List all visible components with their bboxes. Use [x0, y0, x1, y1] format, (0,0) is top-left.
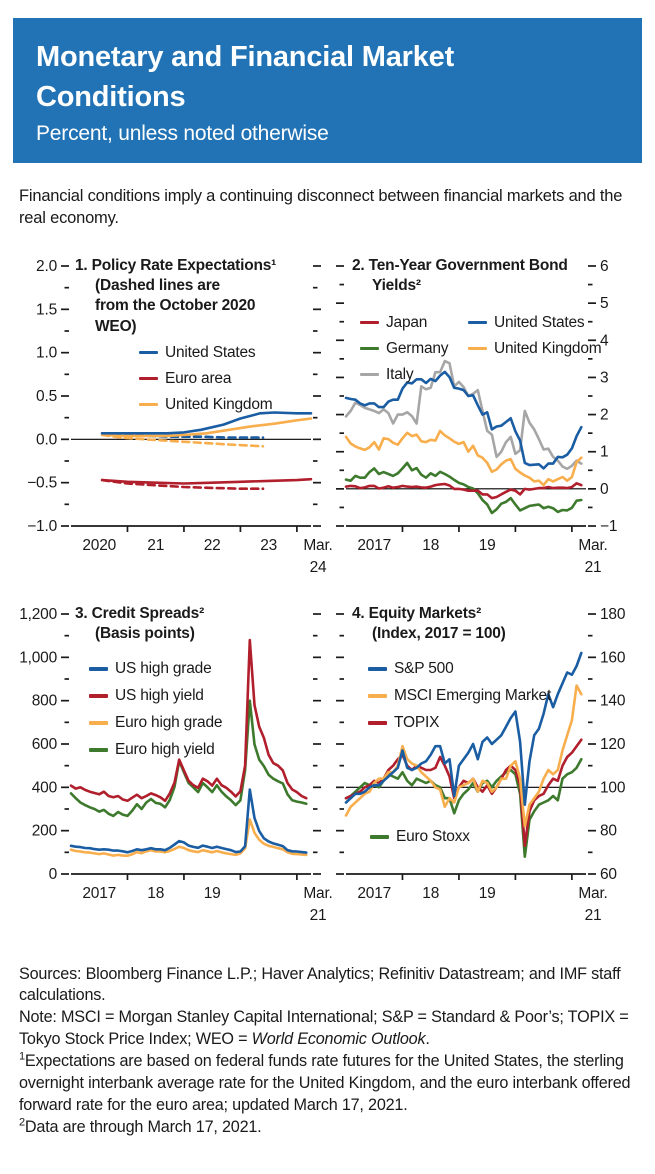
- x-axis-ticks: [82, 526, 332, 576]
- x-end-label-year: 21: [309, 906, 327, 924]
- legend-item-euro-stoxx: [370, 824, 470, 851]
- series-line-euro-area: [102, 479, 311, 483]
- legend-item-italy: [360, 362, 448, 388]
- panel-title-3: [75, 604, 204, 645]
- y-tick-label: 600: [31, 735, 57, 753]
- footnote-2: [19, 1117, 636, 1139]
- intro-text: Financial conditions imply a continuing disconnect between financial markets and the real economy.: [19, 187, 623, 227]
- legend-swatch: [368, 721, 387, 725]
- panel-ten-year-government-bond-yields: [330, 254, 642, 576]
- legend-swatch: [89, 667, 108, 671]
- y-tick-label: −1.0: [27, 517, 57, 535]
- panel-title-4: [352, 604, 506, 645]
- panel-title-line: (Index, 2017 = 100): [372, 625, 506, 643]
- x-end-label-year: 21: [584, 558, 602, 576]
- legend-swatch: [368, 667, 387, 671]
- y-tick-label: 0.5: [36, 387, 57, 405]
- legend-label: S&P 500: [394, 660, 454, 678]
- x-tick-label: 2017: [357, 884, 392, 902]
- legend-swatch: [360, 321, 379, 325]
- panel-credit-spreads: [13, 602, 333, 924]
- y-tick-label: 4: [600, 331, 609, 349]
- legend-label: Germany: [386, 339, 449, 357]
- legend-label: United Kingdom: [165, 395, 273, 413]
- legend-label: US high yield: [115, 687, 204, 705]
- note-suffix: .: [425, 1030, 430, 1049]
- panel-title-1: [75, 256, 276, 338]
- chart-svg-2: [330, 254, 642, 576]
- y-tick-label: −1: [600, 517, 618, 535]
- x-tick-label: 22: [203, 536, 221, 554]
- abbreviations-note: [19, 1007, 636, 1051]
- y-tick-label: 60: [600, 865, 617, 883]
- y-tick-label: 180: [600, 605, 626, 623]
- footnote-1: [19, 1051, 636, 1117]
- legend: [370, 824, 470, 851]
- panel-equity-markets: [330, 602, 642, 924]
- panel-title-line: Yields²: [372, 277, 421, 295]
- legend: [368, 656, 551, 737]
- legend-item-euro-high-grade: [89, 710, 222, 737]
- legend-swatch: [139, 403, 158, 407]
- y-tick-label: −0.5: [27, 474, 57, 492]
- y-tick-label: 120: [600, 735, 626, 753]
- y-tick-label: 1.0: [36, 344, 57, 362]
- legend-item-united-states: [139, 340, 273, 366]
- charts-grid: [13, 254, 642, 924]
- y-tick-label: 0.0: [36, 430, 57, 448]
- note-italic: World Economic Outlook: [251, 1030, 426, 1049]
- y-tick-label: 1,000: [19, 648, 57, 666]
- x-tick-label: 19: [203, 884, 221, 902]
- legend-swatch: [368, 694, 387, 698]
- panel-title-line: (Dashed lines are: [95, 277, 220, 295]
- series-lines: [102, 412, 311, 488]
- x-end-label: Mar.: [578, 884, 608, 902]
- legend: [360, 310, 448, 388]
- x-tick-label: 18: [422, 884, 440, 902]
- y-tick-label: 200: [31, 822, 57, 840]
- legend-item-s-p-500: [368, 656, 551, 683]
- legend-item-euro-high-yield: [89, 737, 222, 764]
- note-prefix: Note: MSCI = Morgan Stanley Capital International; S&P = Standard & Poor’s; TOPIX = Tokyo Stock Price Index; WEO =: [19, 1008, 629, 1049]
- y-tick-label: 2: [600, 406, 609, 424]
- sources-note: [19, 964, 636, 1008]
- y-tick-label: 1.5: [36, 300, 57, 318]
- x-tick-label: 23: [260, 536, 278, 554]
- legend-swatch: [360, 347, 379, 351]
- x-end-label: Mar.: [578, 536, 608, 554]
- x-tick-label: 19: [478, 536, 496, 554]
- legend-swatch: [468, 347, 487, 351]
- legend-label: Euro Stoxx: [396, 828, 470, 846]
- legend-label: MSCI Emerging Market: [394, 687, 552, 705]
- x-tick-label: 21: [147, 536, 165, 554]
- y-tick-label: 1: [600, 443, 609, 461]
- x-end-label: Mar.: [303, 536, 333, 554]
- x-tick-label: 2017: [82, 884, 117, 902]
- legend-swatch: [89, 748, 108, 752]
- legend-swatch: [360, 373, 379, 377]
- legend-item-united-kingdom: [468, 336, 602, 362]
- panel-title-line: WEO): [95, 317, 137, 335]
- panel-title-line: from the October 2020: [95, 297, 256, 315]
- legend-swatch: [139, 377, 158, 381]
- legend-swatch: [89, 694, 108, 698]
- y-tick-label: 100: [600, 778, 626, 796]
- panel-title-line: 2. Ten-Year Government Bond: [352, 256, 568, 274]
- x-end-label-year: 21: [584, 906, 602, 924]
- legend-swatch: [89, 721, 108, 725]
- sources-text: Sources: Bloomberg Finance L.P.; Haver Analytics; Refinitiv Datastream; and IMF staff calculations.: [19, 964, 621, 1005]
- footnote-2-text: Data are through March 17, 2021.: [24, 1117, 262, 1136]
- y-tick-label: 6: [600, 257, 609, 275]
- figure-header: [13, 18, 642, 163]
- legend-label: Euro high grade: [115, 714, 223, 732]
- x-tick-label: 18: [422, 536, 440, 554]
- legend: [468, 310, 602, 362]
- legend-swatch: [139, 351, 158, 355]
- panel-title-line: 4. Equity Markets²: [352, 604, 482, 622]
- legend-item-msci-emerging-market: [368, 683, 551, 710]
- legend-item-us-high-grade: [89, 656, 222, 683]
- x-tick-label: 2020: [82, 536, 117, 554]
- legend-swatch: [468, 321, 487, 325]
- legend-label: US high grade: [115, 660, 212, 678]
- x-tick-label: 18: [147, 884, 165, 902]
- series-line-us-high-grade: [71, 789, 306, 852]
- legend-label: United States: [494, 313, 585, 331]
- y-tick-label: 5: [600, 294, 609, 312]
- legend-label: Euro area: [165, 369, 232, 387]
- figure-title: Monetary and Financial Market Conditions: [36, 41, 455, 114]
- y-tick-label: 3: [600, 368, 609, 386]
- legend-swatch: [370, 835, 389, 839]
- legend-item-japan: [360, 310, 448, 336]
- legend-item-united-kingdom: [139, 392, 273, 418]
- panel-title-line: (Basis points): [95, 625, 195, 643]
- x-axis-ticks: [357, 526, 607, 576]
- series-line-united-kingdom: [346, 430, 581, 484]
- chart-svg-4: [330, 602, 642, 924]
- y-tick-label: 160: [600, 648, 626, 666]
- figure-notes: [19, 964, 636, 1139]
- footnote-2-marker: 2: [19, 1116, 25, 1129]
- legend-label: United States: [165, 343, 256, 361]
- y-tick-label: 0: [48, 865, 57, 883]
- legend-item-topix: [368, 710, 551, 737]
- legend-item-united-states: [468, 310, 602, 336]
- x-tick-label: 19: [478, 884, 496, 902]
- panel-title-line: 1. Policy Rate Expectations¹: [75, 256, 277, 274]
- x-axis-ticks: [357, 874, 607, 924]
- x-axis-ticks: [82, 874, 332, 924]
- legend-label: United Kingdom: [494, 339, 602, 357]
- legend: [89, 656, 222, 764]
- y-tick-label: 1,200: [19, 605, 57, 623]
- x-end-label-year: 24: [309, 558, 327, 576]
- x-tick-label: 2017: [357, 536, 392, 554]
- footnote-1-marker: 1: [19, 1050, 25, 1063]
- y-tick-label: 140: [600, 692, 626, 710]
- legend-label: TOPIX: [394, 714, 440, 732]
- legend-label: Japan: [386, 313, 428, 331]
- legend-item-germany: [360, 336, 448, 362]
- legend: [139, 340, 273, 418]
- y-tick-label: 800: [31, 692, 57, 710]
- y-tick-label: 80: [600, 822, 617, 840]
- legend-item-euro-area: [139, 366, 273, 392]
- panel-title-line: 3. Credit Spreads²: [75, 604, 205, 622]
- y-tick-label: 400: [31, 778, 57, 796]
- panel-policy-rate-expectations: [13, 254, 333, 576]
- legend-label: Italy: [386, 365, 414, 383]
- figure-subtitle: Percent, unless noted otherwise: [36, 122, 329, 146]
- panel-title-2: [352, 256, 568, 297]
- legend-item-us-high-yield: [89, 683, 222, 710]
- y-tick-label: 0: [600, 480, 609, 498]
- footnote-1-text: Expectations are based on federal funds rate futures for the United States, the sterling overnight interbank average rate for the United Kingdom, and the euro interbank offered forward rate for the euro area; updated March 17, 2021.: [19, 1052, 631, 1114]
- y-tick-label: 2.0: [36, 257, 57, 275]
- x-end-label: Mar.: [303, 884, 333, 902]
- legend-label: Euro high yield: [115, 741, 215, 759]
